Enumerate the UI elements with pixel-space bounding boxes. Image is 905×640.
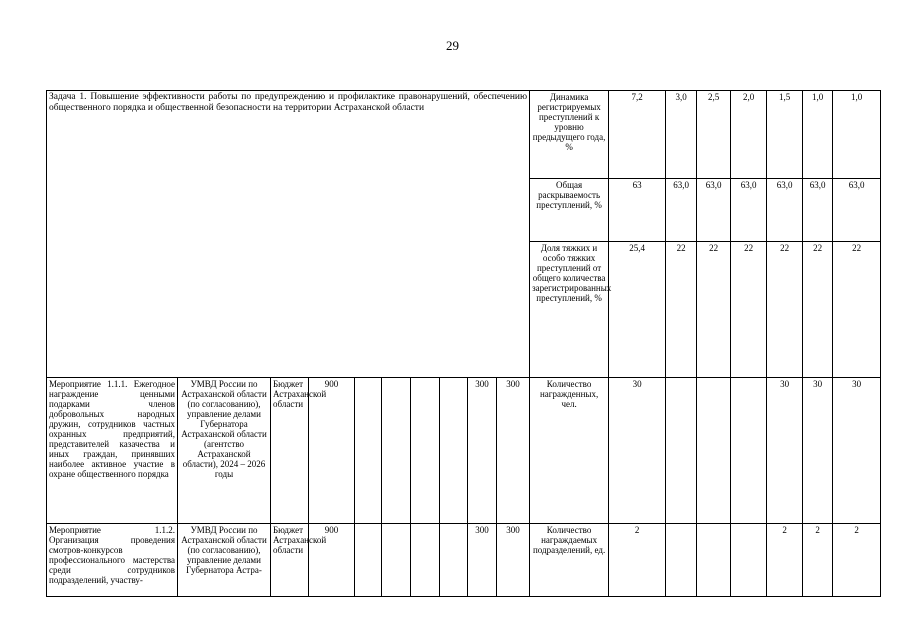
funding-year-value: 300 bbox=[497, 378, 530, 524]
measure-indicator-year: 2 bbox=[803, 524, 833, 597]
funding-total: 900 bbox=[309, 524, 355, 597]
measure-indicator: Количество награжденных, чел. bbox=[530, 378, 609, 524]
measure-indicator-base: 2 bbox=[609, 524, 666, 597]
measure-indicator-year bbox=[666, 524, 697, 597]
indicator-base-value: 25,4 bbox=[609, 242, 666, 378]
measure-indicator-year bbox=[731, 524, 767, 597]
measure-indicator-year: 2 bbox=[767, 524, 803, 597]
funding-year-value: 300 bbox=[468, 378, 497, 524]
program-table bbox=[46, 90, 881, 597]
funding-year-value: 300 bbox=[497, 524, 530, 597]
measure-indicator-year: 30 bbox=[767, 378, 803, 524]
indicator-year-value: 63,0 bbox=[731, 179, 767, 242]
measure-indicator: Количество награждаемых подразделений, ед. bbox=[530, 524, 609, 597]
measure-title: Мероприятие 1.1.1. Ежегодное награждение ценными подарками членов добровольных народных дружин, сотрудников частных охранных предприятий, представителей казачества и иных граждан, принявших наиболее активное участие в охране общественного порядка bbox=[47, 378, 178, 524]
indicator-name: Динамика регистрируемых преступлений к уровню предыдущего года, % bbox=[530, 91, 609, 179]
indicator-year-value: 63,0 bbox=[666, 179, 697, 242]
indicator-year-value: 22 bbox=[803, 242, 833, 378]
measure-title: Мероприятие 1.1.2. Организация проведения смотров-конкурсов профессионального мастерства среди сотрудников подразделений, участву- bbox=[47, 524, 178, 597]
indicator-year-value: 22 bbox=[767, 242, 803, 378]
indicator-year-value: 2,5 bbox=[697, 91, 731, 179]
task-description: Задача 1. Повышение эффективности работы по предупреждению и профилактике правонарушений, обеспечению общественного порядка и общественной безопасности на территории Астраханской области bbox=[47, 91, 530, 378]
indicator-year-value: 1,5 bbox=[767, 91, 803, 179]
funding-year-value bbox=[355, 378, 382, 524]
funding-year-value bbox=[382, 378, 411, 524]
indicator-base-value: 7,2 bbox=[609, 91, 666, 179]
indicator-year-value: 1,0 bbox=[833, 91, 881, 179]
measure-indicator-year bbox=[697, 378, 731, 524]
indicator-name: Доля тяжких и особо тяжких преступлений от общего количества зарегистрированных преступлений, % bbox=[530, 242, 609, 378]
measure-indicator-year bbox=[731, 378, 767, 524]
indicator-year-value: 63,0 bbox=[767, 179, 803, 242]
indicator-year-value: 22 bbox=[731, 242, 767, 378]
funding-source: Бюджет Астраханской области bbox=[271, 524, 309, 597]
funding-year-value bbox=[440, 378, 468, 524]
measure-indicator-year: 2 bbox=[833, 524, 881, 597]
measure-indicator-year bbox=[666, 378, 697, 524]
funding-source: Бюджет Астраханской области bbox=[271, 378, 309, 524]
page-number: 29 bbox=[446, 38, 459, 53]
indicator-year-value: 1,0 bbox=[803, 91, 833, 179]
indicator-year-value: 63,0 bbox=[833, 179, 881, 242]
funding-year-value: 300 bbox=[468, 524, 497, 597]
indicator-year-value: 2,0 bbox=[731, 91, 767, 179]
task-row bbox=[47, 91, 881, 179]
indicator-year-value: 22 bbox=[697, 242, 731, 378]
funding-year-value bbox=[440, 524, 468, 597]
measure-executor: УМВД России по Астраханской области (по согласованию), управление делами Губернатора Астраханской области (агентство Астраханской области), 2024 – 2026 годы bbox=[178, 378, 271, 524]
indicator-year-value: 63,0 bbox=[803, 179, 833, 242]
measure-indicator-base: 30 bbox=[609, 378, 666, 524]
indicator-year-value: 22 bbox=[833, 242, 881, 378]
measure-executor: УМВД России по Астраханской области (по согласованию), управление делами Губернатора Астра- bbox=[178, 524, 271, 597]
indicator-name: Общая раскрываемость преступлений, % bbox=[530, 179, 609, 242]
funding-total: 900 bbox=[309, 378, 355, 524]
measure-row bbox=[47, 524, 881, 597]
measure-row bbox=[47, 378, 881, 524]
funding-year-value bbox=[411, 524, 440, 597]
measure-indicator-year bbox=[697, 524, 731, 597]
funding-year-value bbox=[355, 524, 382, 597]
indicator-base-value: 63 bbox=[609, 179, 666, 242]
measure-indicator-year: 30 bbox=[803, 378, 833, 524]
indicator-year-value: 22 bbox=[666, 242, 697, 378]
funding-year-value bbox=[411, 378, 440, 524]
funding-year-value bbox=[382, 524, 411, 597]
indicator-year-value: 63,0 bbox=[697, 179, 731, 242]
measure-indicator-year: 30 bbox=[833, 378, 881, 524]
indicator-year-value: 3,0 bbox=[666, 91, 697, 179]
